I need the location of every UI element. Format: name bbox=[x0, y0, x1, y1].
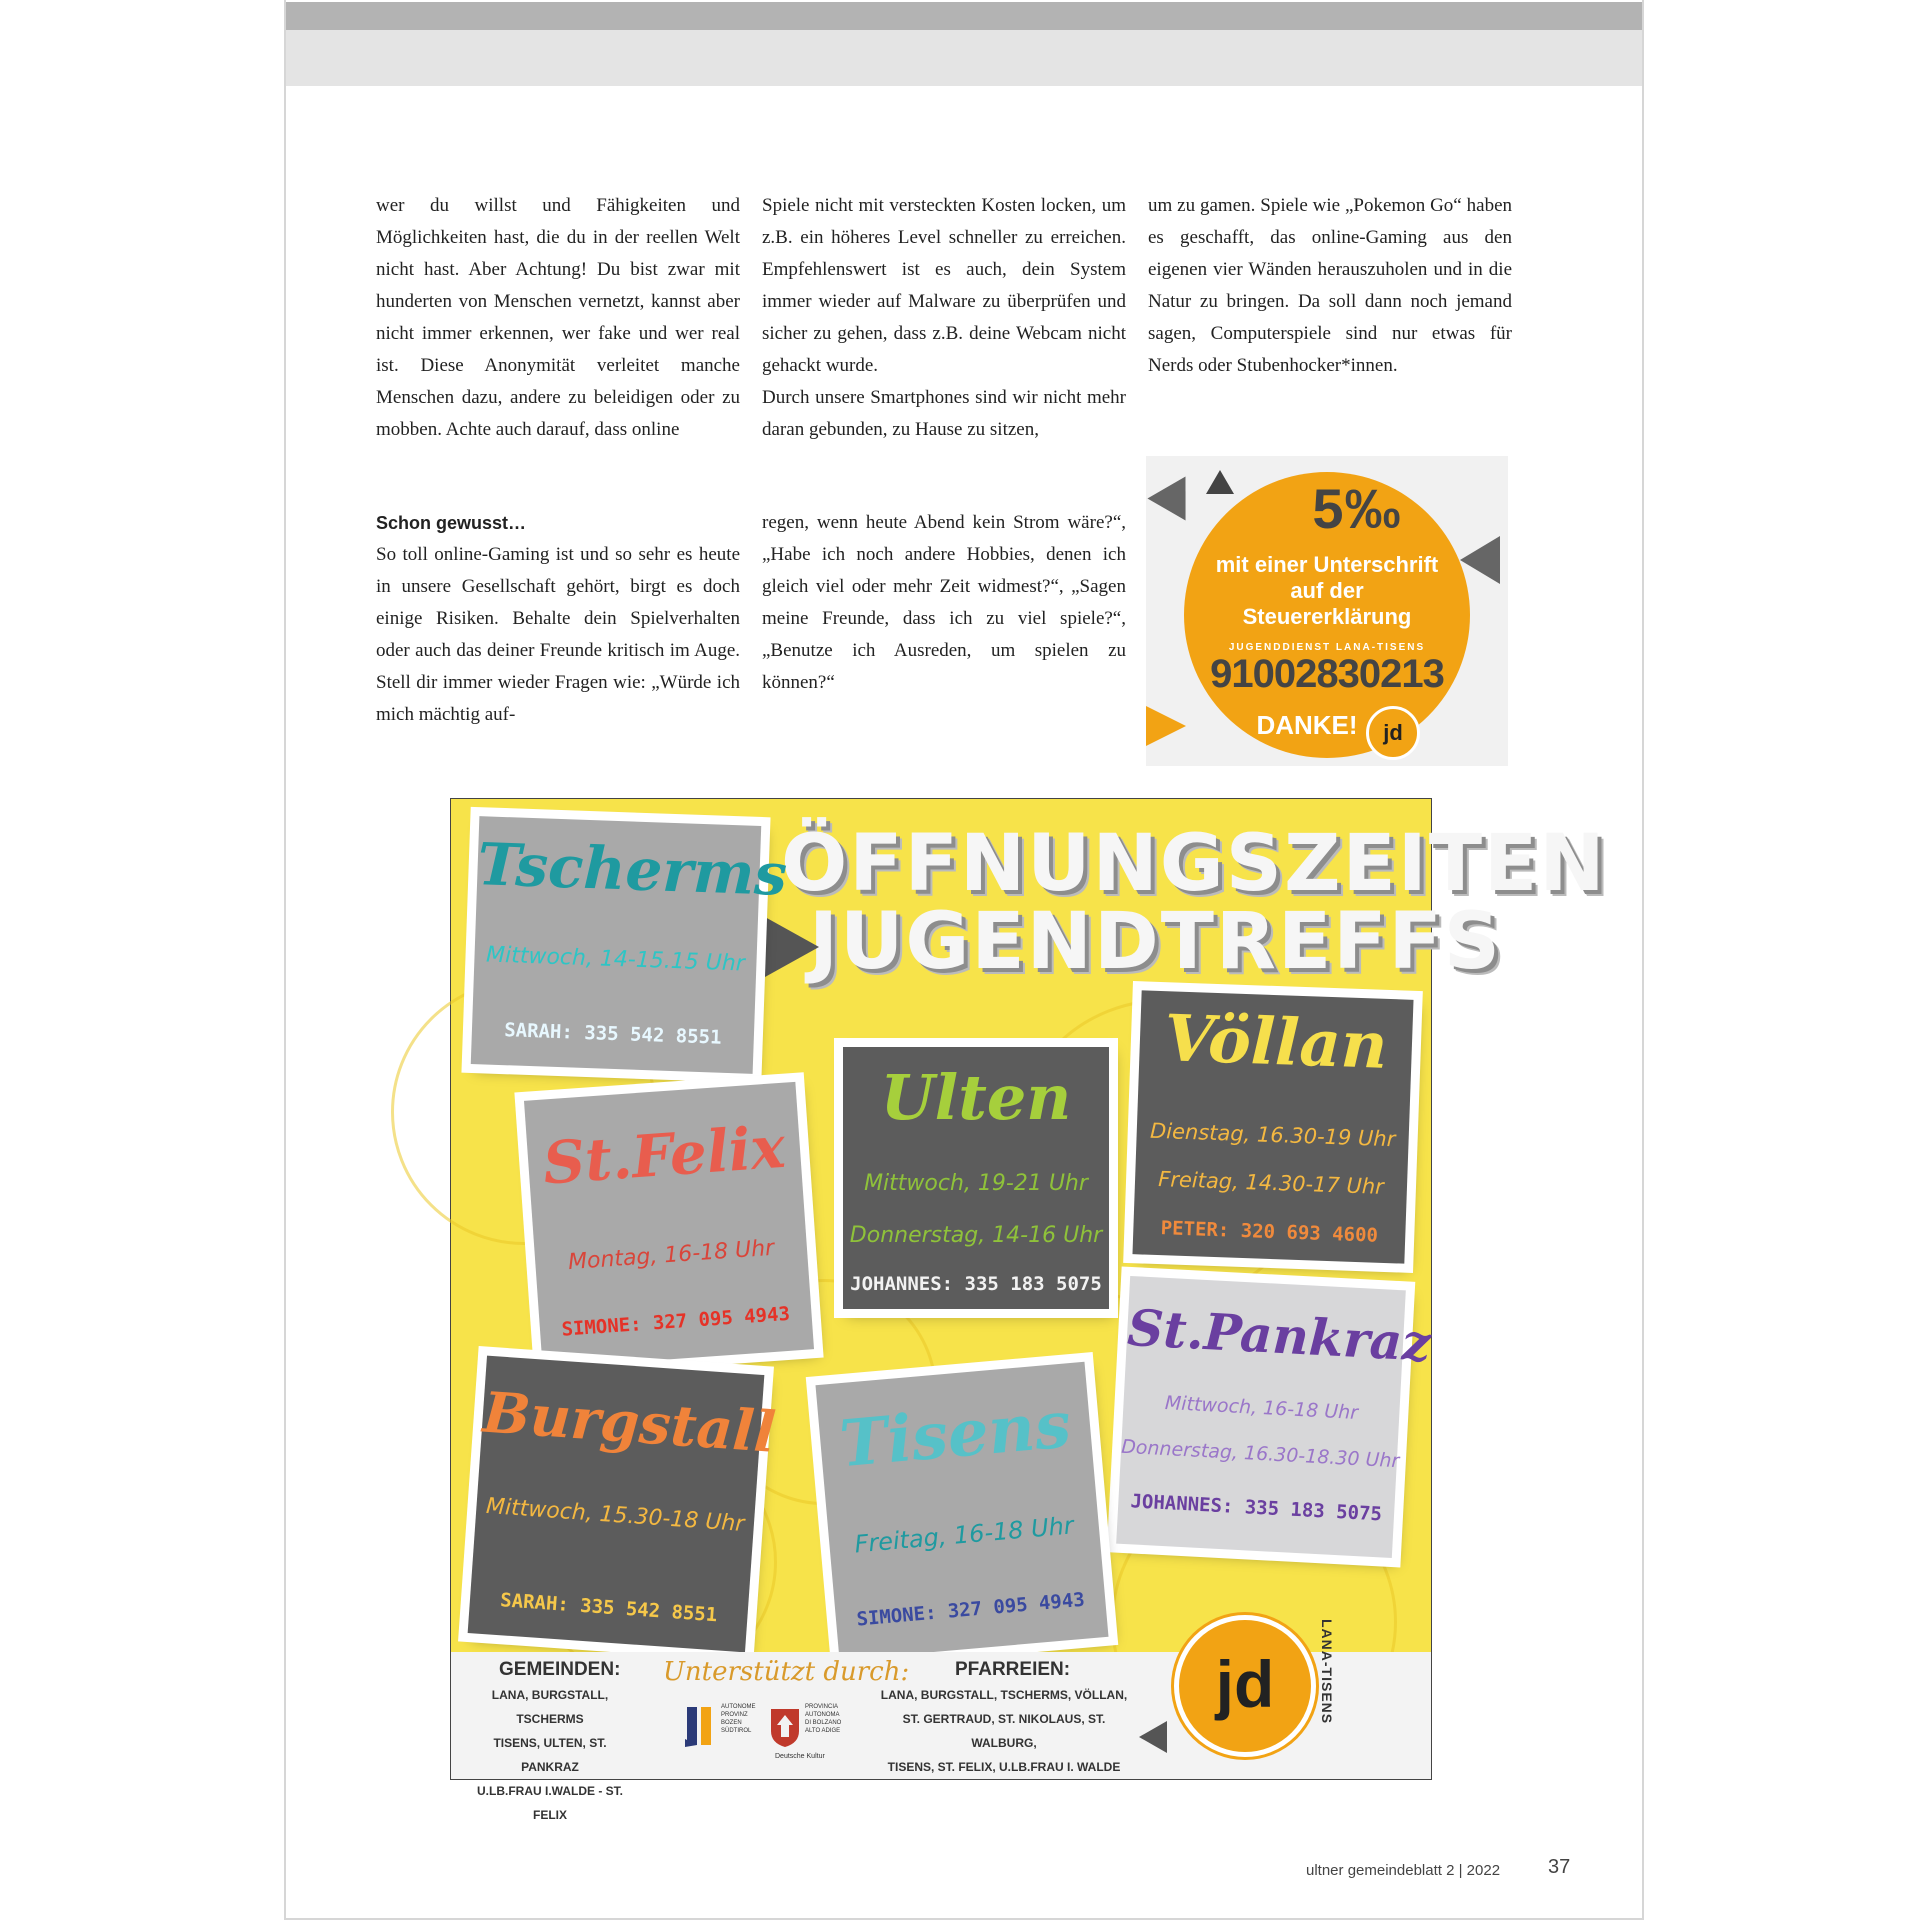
opening-time: Donnerstag, 16.30-18.30 Uhr bbox=[1120, 1435, 1400, 1473]
jd-logo-small: jd bbox=[1366, 706, 1420, 760]
pfarreien-list: LANA, BURGSTALL, TSCHERMS, VÖLLAN, ST. GERTRAUD, ST. NIKOLAUS, ST. WALBURG, TISENS, ST. FELIX, U.LB.FRAU I. WALDE bbox=[880, 1688, 1128, 1774]
contact-number: SARAH: 335 542 8551 bbox=[499, 1589, 718, 1627]
gemeinden-title: GEMEINDEN: bbox=[499, 1659, 621, 1680]
contact-number: JOHANNES: 335 183 5075 bbox=[1129, 1490, 1383, 1526]
opening-time: Mittwoch, 15.30-18 Uhr bbox=[485, 1493, 746, 1537]
article-column-1-lower: Schon gewusst… So toll online-Gaming ist und so sehr es heute in unsere Gesellschaft gehört, birgt es doch einige Risiken. Behalte dein Spielverhalten oder auch das deiner Freunde kritisch im Auge. Stell dir immer wieder Fragen wie: „Würde ich mich mächtig auf- bbox=[376, 507, 740, 731]
promo-org: JUGENDDIENST LANA-TISENS bbox=[1228, 642, 1426, 653]
gemeinden-list: LANA, BURGSTALL, TSCHERMS TISENS, ULTEN, ST. PANKRAZ U.LB.FRAU I.WALDE - ST. FELIX bbox=[477, 1688, 623, 1822]
poster-headline-1: ÖFFNUNGSZEITEN bbox=[781, 819, 1607, 909]
contact-number: PETER: 320 693 4600 bbox=[1160, 1217, 1379, 1247]
opening-time: Freitag, 14.30-17 Uhr bbox=[1157, 1167, 1385, 1199]
contact-number: SIMONE: 327 095 4943 bbox=[560, 1302, 791, 1341]
poster-headline-2: JUGENDTREFFS bbox=[809, 897, 1502, 987]
gov-text-it: PROVINCIA AUTONOMA DI BOLZANO ALTO ADIGE bbox=[805, 1704, 842, 1734]
south-tyrol-coat-of-arms-icon bbox=[683, 1705, 719, 1749]
promo-title: 5‰ bbox=[1312, 477, 1402, 540]
promo-line-3: Steuererklärung bbox=[1242, 604, 1412, 629]
location-name: Ulten bbox=[880, 1061, 1072, 1134]
card-tscherms bbox=[471, 816, 789, 1074]
article-column-2-lower: regen, wenn heute Abend kein Strom wäre?“, „Habe ich noch andere Hobbies, denen ich gleich viel oder mehr Zeit widmest?“, „Sagen meine Freunde, dass ich zu viel spiele?“, „Benutze ich Ausreden, um spielen zu können?“ bbox=[762, 512, 1126, 693]
card-voellan bbox=[1132, 990, 1413, 1263]
location-name: St.Pankraz bbox=[1125, 1297, 1433, 1373]
jd-logo-large: jd bbox=[1174, 1615, 1316, 1757]
eagle-coat-of-arms-icon bbox=[767, 1705, 803, 1749]
article-column-2: Spiele nicht mit versteckten Kosten locken, um z.B. ein höheres Level schneller zu erreichen. Empfehlenswert ist es auch, dein System immer wieder auf Malware zu überprüfen und sicher zu gehen, dass z.B. deine Webcam nicht gehackt wurde. Durch unsere Smartphones sind wir nicht mehr daran gebunden, zu Hause zu sitzen, bbox=[762, 195, 1126, 440]
publication-name: ultner gemeindeblatt 2 | 2022 bbox=[1306, 1862, 1501, 1879]
article-column-1: wer du willst und Fähigkeiten und Möglichkeiten hast, die du in der reellen Welt nicht hast. Aber Achtung! Du bist zwar mit hunderten von Menschen vernetzt, kannst aber nicht immer erkennen, wer fake und wer real ist. Diese Anonymität verleitet manche Menschen dazu, andere zu beleidigen oder zu mobben. Achte auch darauf, dass online bbox=[376, 195, 740, 440]
card-st-felix bbox=[524, 1082, 814, 1368]
contact-number: SARAH: 335 542 8551 bbox=[503, 1019, 722, 1049]
pfarreien-title: PFARREIEN: bbox=[955, 1659, 1071, 1680]
location-name: Tscherms bbox=[476, 830, 789, 909]
card-st-pankraz bbox=[1116, 1276, 1433, 1558]
location-name: Burgstall bbox=[480, 1379, 778, 1466]
subheading: Schon gewusst… bbox=[376, 513, 527, 533]
play-triangle-icon bbox=[765, 917, 819, 977]
opening-time: Montag, 16-18 Uhr bbox=[567, 1235, 775, 1276]
page-number: 37 bbox=[1548, 1856, 1571, 1878]
promo-line-2: auf der bbox=[1290, 578, 1364, 603]
gov-subtitle: Deutsche Kultur bbox=[775, 1753, 825, 1760]
opening-time: Mittwoch, 19-21 Uhr bbox=[864, 1171, 1088, 1196]
header-bar-light bbox=[286, 30, 1642, 86]
opening-time: Mittwoch, 16-18 Uhr bbox=[1164, 1391, 1359, 1425]
contact-number: SIMONE: 327 095 4943 bbox=[855, 1588, 1086, 1631]
promo-line-1: mit einer Unterschrift bbox=[1215, 552, 1439, 577]
promo-thanks: DANKE! bbox=[1256, 710, 1358, 740]
opening-time: Donnerstag, 14-16 Uhr bbox=[849, 1223, 1103, 1248]
promo-tax-code: 91002830213 bbox=[1210, 652, 1444, 696]
article-column-3: um zu gamen. Spiele wie „Pokemon Go“ haben es geschafft, das online-Gaming aus den eigenen vier Wänden herauszuholen und in die Natur zu bringen. Da soll dann noch jemand sagen, Computerspiele sind nur etwas für Nerds oder Stubenhocker*innen. bbox=[1148, 195, 1512, 376]
five-per-mille-ad bbox=[1146, 456, 1508, 766]
gov-text-de: AUTONOME PROVINZ BOZEN SÜDTIROL bbox=[721, 1704, 756, 1734]
opening-time: Dienstag, 16.30-19 Uhr bbox=[1149, 1118, 1396, 1152]
triangle-deco-icon bbox=[1139, 1721, 1167, 1753]
jd-logo-side-text: LANA-TISENS bbox=[1319, 1619, 1335, 1725]
card-burgstall bbox=[468, 1356, 778, 1653]
youth-center-poster bbox=[450, 798, 1607, 1822]
card-ulten bbox=[843, 1047, 1109, 1309]
header-bar-dark bbox=[286, 2, 1642, 30]
location-name: Tisens bbox=[836, 1387, 1074, 1483]
opening-time: Mittwoch, 14-15.15 Uhr bbox=[485, 942, 746, 977]
card-tisens bbox=[815, 1362, 1108, 1660]
location-name: St.Felix bbox=[540, 1112, 788, 1198]
contact-number: JOHANNES: 335 183 5075 bbox=[850, 1273, 1102, 1295]
support-label: Unterstützt durch: bbox=[663, 1657, 910, 1687]
location-name: Völlan bbox=[1163, 1001, 1389, 1084]
opening-time: Freitag, 16-18 Uhr bbox=[853, 1511, 1075, 1559]
magazine-page bbox=[284, 0, 1644, 1920]
